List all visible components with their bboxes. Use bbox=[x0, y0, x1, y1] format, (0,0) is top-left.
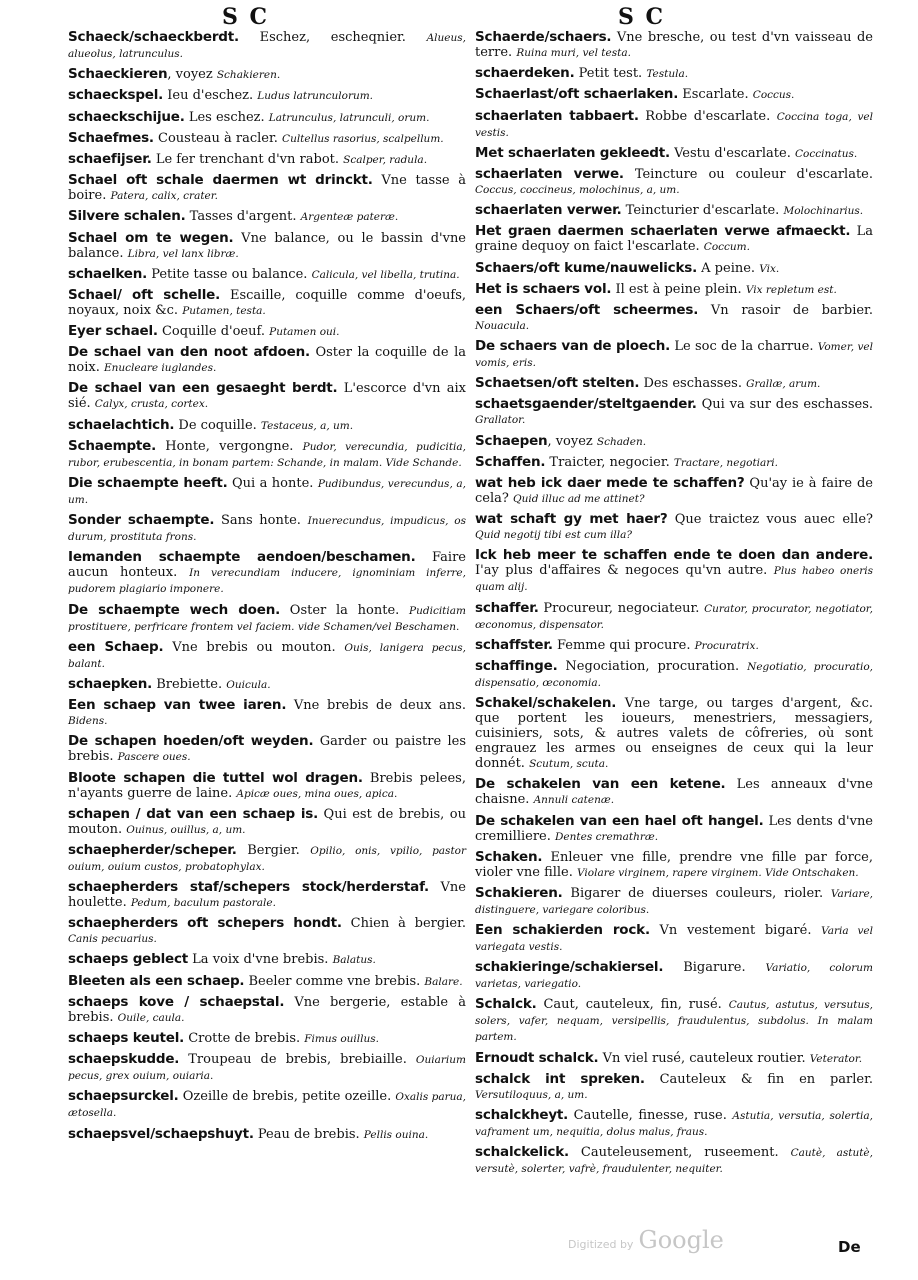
entry-french: Eschez, escheqnier. bbox=[238, 30, 427, 45]
dictionary-entry bbox=[68, 603, 466, 635]
entry-latin: Ouinus, ouillus, a, um. bbox=[126, 823, 246, 836]
dictionary-entry bbox=[475, 434, 873, 450]
entry-latin: Scalper, radula. bbox=[343, 153, 428, 166]
entry-french: Crotte de brebis. bbox=[184, 1031, 305, 1046]
entry-latin: Molochinarius. bbox=[783, 205, 864, 218]
entry-headword: schaepherder/scheper. bbox=[68, 841, 237, 858]
entry-latin: Opilio, onis, vpilio, pastor ouium, ouium custos, probatophylax. bbox=[68, 844, 467, 873]
entry-headword: schaeps geblect bbox=[68, 951, 189, 968]
entry-french: Vne bresche, ou test d'vn vaisseau de terre. bbox=[475, 30, 873, 60]
entry-french: Vne brebis de deux ans. bbox=[286, 698, 466, 714]
dictionary-entry bbox=[475, 512, 873, 543]
entry-latin: Cautè, astutè, versutè, solerter, vafrè, fraudulenter, nequiter. bbox=[475, 1147, 873, 1176]
entry-french: Robbe d'escarlate. bbox=[638, 108, 777, 124]
entry-headword: Schaken. bbox=[475, 848, 543, 865]
dictionary-entry bbox=[68, 734, 466, 765]
entry-french: Chien à bergier. bbox=[341, 916, 466, 932]
entry-latin: Apicæ oues, mina oues, apica. bbox=[236, 787, 398, 800]
dictionary-entry bbox=[68, 30, 466, 62]
dictionary-entry bbox=[68, 345, 466, 376]
entry-headword: schaelken. bbox=[68, 265, 148, 282]
entry-french: Bigarer de diuerses couleurs, rioler. bbox=[562, 885, 831, 901]
entry-latin: Grallator. bbox=[475, 414, 526, 427]
entry-headword: Ick heb meer te schaffen ende te doen dan andere. bbox=[475, 547, 873, 564]
entry-latin: Testaceus, a, um. bbox=[260, 419, 354, 432]
dictionary-entry bbox=[475, 886, 873, 918]
entry-headword: Schael/ oft schelle. bbox=[68, 286, 221, 303]
entry-french: I'ay plus d'affaires & negoces qu'vn autre. bbox=[475, 563, 774, 579]
entry-latin: Cultellus rasorius, scalpellum. bbox=[282, 132, 444, 145]
entry-latin: Fimus ouillus. bbox=[304, 1033, 379, 1045]
entry-french: , voyez bbox=[167, 67, 217, 83]
dictionary-entry bbox=[475, 601, 873, 633]
entry-french: De coquille. bbox=[174, 417, 261, 433]
entry-headword: schalckelick. bbox=[475, 1144, 569, 1161]
entry-french: Bergier. bbox=[236, 842, 311, 858]
entry-latin: Pascere oues. bbox=[117, 751, 191, 764]
entry-french: Le soc de la charrue. bbox=[670, 339, 818, 355]
entry-latin: Latrunculus, latrunculi, orum. bbox=[268, 111, 430, 124]
entry-latin: Putamen, testa. bbox=[182, 304, 266, 317]
entry-headword: De schaempte wech doen. bbox=[68, 601, 281, 618]
entry-french: Faire aucun honteux. bbox=[68, 550, 466, 581]
entry-latin: Ouicula. bbox=[226, 678, 271, 691]
running-header bbox=[0, 4, 918, 30]
digitized-watermark bbox=[568, 1226, 724, 1254]
dictionary-entry bbox=[68, 995, 466, 1026]
entry-latin: Veterator. bbox=[809, 1052, 863, 1065]
dictionary-entry bbox=[68, 152, 466, 168]
entry-latin: Coccina toga, vel vestis. bbox=[475, 110, 873, 139]
entry-headword: Schaepen bbox=[475, 432, 548, 449]
entry-headword: Schaeckieren bbox=[68, 66, 168, 83]
dictionary-entry bbox=[68, 173, 466, 204]
entry-headword: De schakelen van een ketene. bbox=[475, 776, 726, 793]
entry-french: Oster la honte. bbox=[280, 602, 410, 618]
entry-headword: Eyer schael. bbox=[68, 323, 158, 340]
dictionary-entry bbox=[68, 550, 466, 597]
dictionary-entry bbox=[475, 109, 873, 141]
entry-headword: schaepherders oft schepers hondt. bbox=[68, 915, 342, 932]
entry-latin: Cautus, astutus, versutus, solers, vafer, nequam, versipellis, fraudulentus, subdolus. In malam partem. bbox=[475, 999, 874, 1044]
entry-headword: wat schaft gy met haer? bbox=[475, 511, 668, 528]
entry-french: Procureur, negociateur. bbox=[538, 600, 705, 616]
entry-french: Vn viel rusé, cauteleux routier. bbox=[598, 1050, 810, 1066]
dictionary-entry bbox=[475, 1145, 873, 1177]
entry-french: Brebiette. bbox=[152, 676, 227, 692]
dictionary-entry bbox=[68, 1052, 466, 1084]
entry-headword: wat heb ick daer mede te schaffen? bbox=[475, 475, 745, 491]
entry-french: Negociation, procuration. bbox=[557, 658, 748, 674]
entry-headword: De schapen hoeden/oft weyden. bbox=[68, 733, 314, 750]
entry-headword: Schael om te wegen. bbox=[68, 229, 234, 246]
entry-french: Honte, vergongne. bbox=[156, 438, 303, 454]
entry-headword: Schael oft schale daermen wt drinckt. bbox=[68, 172, 373, 189]
left-column bbox=[68, 30, 466, 1148]
entry-latin: Astutia, versutia, solertia, vaframent um, nequitia, dolus malus, fraus. bbox=[475, 1110, 873, 1138]
entry-headword: Schaefmes. bbox=[68, 129, 154, 146]
entry-french: Les anneaux d'vne chaisne. bbox=[475, 777, 873, 808]
dictionary-entry bbox=[68, 476, 466, 508]
entry-latin: Curator, procurator, negotiator, œconomus, dispensator. bbox=[475, 602, 874, 631]
entry-french: Escarlate. bbox=[678, 87, 753, 103]
dictionary-entry bbox=[475, 638, 873, 654]
dictionary-entry bbox=[475, 455, 873, 471]
entry-headword: Schaers/oft kume/nauwelicks. bbox=[475, 259, 698, 276]
entry-headword: Het is schaers vol. bbox=[475, 280, 612, 297]
entry-headword: Schaffen. bbox=[475, 453, 546, 470]
watermark-prefix: Digitized by bbox=[568, 1238, 634, 1251]
entry-latin: Vomer, vel vomis, eris. bbox=[475, 341, 874, 370]
entry-latin: Procuratrix. bbox=[694, 639, 759, 652]
entry-french: Tasses d'argent. bbox=[185, 209, 301, 225]
entry-latin: Variare, distinguere, variegare coloribus. bbox=[475, 887, 873, 916]
entry-latin: Balatus. bbox=[332, 954, 376, 967]
entry-french: A peine. bbox=[697, 260, 760, 276]
entry-french: Cautelle, finesse, ruse. bbox=[568, 1108, 733, 1123]
entry-headword: schalck int spreken. bbox=[475, 1070, 645, 1087]
entry-french: Qu'ay ie à faire de cela? bbox=[475, 476, 873, 506]
dictionary-entry bbox=[68, 807, 466, 838]
entry-latin: Oxalis parua, ætosella. bbox=[68, 1091, 466, 1120]
entry-french: Ieu d'eschez. bbox=[163, 88, 258, 104]
dictionary-entry bbox=[68, 677, 466, 693]
dictionary-entry bbox=[475, 339, 873, 371]
entry-headword: een Schaep. bbox=[68, 638, 164, 655]
dictionary-entry bbox=[68, 1031, 466, 1047]
dictionary-entry bbox=[68, 952, 466, 968]
dictionary-entry bbox=[475, 282, 873, 298]
entry-french: Petite tasse ou balance. bbox=[147, 266, 312, 282]
dictionary-entry bbox=[475, 376, 873, 392]
entry-headword: schaerdeken. bbox=[475, 65, 575, 82]
entry-latin: Ouile, caula. bbox=[117, 1011, 185, 1024]
entry-headword: Een schakierden rock. bbox=[475, 922, 650, 939]
entry-latin: Testula. bbox=[646, 68, 689, 81]
dictionary-entry bbox=[68, 418, 466, 434]
entry-latin: Variatio, colorum varietas, variegatio. bbox=[475, 962, 873, 991]
entry-latin: Quid negotij tibi est cum illa? bbox=[475, 529, 633, 542]
entry-latin: Argenteæ pateræ. bbox=[300, 211, 399, 224]
dictionary-entry bbox=[475, 960, 873, 992]
dictionary-entry bbox=[475, 1108, 873, 1140]
entry-headword: Schaerde/schaers. bbox=[475, 29, 612, 45]
entry-latin: Pedum, baculum pastorale. bbox=[130, 897, 276, 910]
entry-french: Brebis pelees, n'ayants guerre de laine. bbox=[68, 770, 466, 801]
entry-latin: Schakieren. bbox=[216, 69, 281, 82]
entry-headword: schaerlaten tabbaert. bbox=[475, 107, 639, 124]
dictionary-entry bbox=[475, 146, 873, 162]
dictionary-entry bbox=[475, 1072, 873, 1103]
entry-french: , voyez bbox=[547, 433, 597, 449]
entry-headword: schaepsurckel. bbox=[68, 1088, 179, 1105]
dictionary-entry bbox=[475, 659, 873, 691]
entry-headword: schaffinge. bbox=[475, 657, 558, 674]
entry-latin: Canis pecuarius. bbox=[68, 933, 157, 946]
entry-headword: Sonder schaempte. bbox=[68, 512, 215, 529]
entry-headword: een Schaers/oft scheermes. bbox=[475, 301, 699, 318]
entry-french: Sans honte. bbox=[214, 513, 308, 529]
entry-french: Escaille, coquille comme d'oeufs, noyaux, noix &c. bbox=[68, 287, 466, 318]
dictionary-entry bbox=[475, 303, 873, 334]
dictionary-entry bbox=[68, 439, 466, 471]
entry-latin: Ouis, lanigera pecus, balant. bbox=[68, 641, 466, 670]
dictionary-entry bbox=[475, 397, 873, 428]
dictionary-entry bbox=[68, 231, 466, 262]
entry-headword: De schael van den noot afdoen. bbox=[68, 344, 310, 361]
entry-latin: Coccus. bbox=[752, 89, 795, 102]
dictionary-entry bbox=[68, 513, 466, 545]
entry-headword: Die schaempte heeft. bbox=[68, 475, 228, 491]
dictionary-entry bbox=[68, 88, 466, 104]
dictionary-entry bbox=[475, 476, 873, 507]
entry-headword: schakieringe/schakiersel. bbox=[475, 959, 664, 976]
entry-latin: Inuerecundus, impudicus, os durum, prostituta frons. bbox=[68, 515, 466, 544]
entry-french: Vne targe, ou targes d'argent, &c. que portent les ioueurs, menestriers, messagiers, cuisiniers, sots, & autres valets de côfreries, où sont engrauez les armes ou enseignes de ceux qui la leur donnét. bbox=[475, 696, 873, 772]
watermark-brand: Google bbox=[638, 1226, 724, 1254]
entry-headword: Ernoudt schalck. bbox=[475, 1049, 599, 1066]
entry-headword: schaepsvel/schaepshuyt. bbox=[68, 1125, 254, 1142]
entry-french: Cauteleusement, ruseement. bbox=[568, 1145, 791, 1161]
entry-latin: Pellis ouina. bbox=[363, 1128, 429, 1141]
entry-headword: schaeckschijue. bbox=[68, 108, 185, 125]
entry-headword: schaerlaten verwer. bbox=[475, 202, 622, 219]
entry-french: Vn vestement bigaré. bbox=[649, 923, 822, 939]
entry-french: Femme qui procure. bbox=[552, 637, 695, 653]
entry-french: Que traictez vous auec elle? bbox=[667, 512, 873, 528]
entry-latin: Putamen oui. bbox=[269, 326, 340, 339]
entry-french: Vn rasoir de barbier. bbox=[698, 302, 873, 318]
entry-headword: Een schaep van twee iaren. bbox=[68, 697, 287, 714]
entry-headword: Schakieren. bbox=[475, 884, 563, 901]
entry-french: Enleuer vne fille, prendre vne fille par force, violer vne fille. bbox=[475, 849, 873, 880]
entry-french: La voix d'vne brebis. bbox=[188, 952, 333, 968]
catchword: De bbox=[838, 1238, 861, 1256]
dictionary-entry bbox=[475, 261, 873, 277]
entry-headword: schaeckspel. bbox=[68, 87, 164, 104]
entry-headword: schaffster. bbox=[475, 636, 553, 653]
header-right: S C bbox=[618, 4, 666, 30]
dictionary-entry bbox=[68, 916, 466, 947]
entry-headword: Bloote schapen die tuttel wol dragen. bbox=[68, 769, 363, 786]
entry-french: Traicter, negocier. bbox=[545, 454, 674, 470]
dictionary-entry bbox=[68, 843, 466, 875]
entry-headword: Schaempte. bbox=[68, 437, 157, 454]
dictionary-entry bbox=[475, 850, 873, 881]
entry-latin: Plus habeo oneris quam alij. bbox=[475, 565, 874, 594]
entry-french: Cousteau à racler. bbox=[153, 130, 283, 146]
entry-latin: Grallæ, arum. bbox=[746, 378, 821, 391]
entry-french: Bigarure. bbox=[663, 960, 766, 976]
dictionary-entry bbox=[68, 880, 466, 911]
entry-headword: Schakel/schakelen. bbox=[475, 695, 617, 712]
entry-french: Petit test. bbox=[574, 66, 647, 82]
dictionary-entry bbox=[68, 267, 466, 283]
dictionary-entry bbox=[475, 548, 873, 595]
entry-french: Vne balance, ou le bassin d'vne balance. bbox=[68, 230, 467, 261]
entry-french: Vne tasse à boire. bbox=[68, 173, 466, 204]
dictionary-entry bbox=[475, 814, 873, 845]
entry-latin: Ludus latrunculorum. bbox=[257, 90, 374, 103]
dictionary-entry bbox=[475, 1051, 873, 1067]
dictionary-entry bbox=[68, 381, 466, 412]
entry-french: Des eschasses. bbox=[639, 376, 747, 392]
entry-latin: In verecundiam inducere, ignominiam inferre, pudorem plagiario imponere. bbox=[68, 567, 466, 596]
entry-french: Garder ou paistre les brebis. bbox=[68, 734, 466, 765]
entry-french: Peau de brebis. bbox=[253, 1126, 364, 1142]
dictionary-entry bbox=[68, 698, 466, 729]
dictionary-entry bbox=[68, 974, 466, 990]
entry-headword: Schaerlast/oft schaerlaken. bbox=[475, 86, 679, 103]
dictionary-entry bbox=[475, 777, 873, 808]
entry-latin: Schaden. bbox=[596, 435, 647, 448]
entry-latin: Negotiatio, procuratio, dispensatio, œconomia. bbox=[475, 660, 874, 689]
entry-latin: Pudor, verecundia, pudicitia, rubor, erubescentia, in bonam partem: Schande, in malam. Vide Schande. bbox=[68, 440, 466, 469]
dictionary-entry bbox=[475, 203, 873, 219]
entry-headword: schaerlaten verwe. bbox=[475, 165, 624, 182]
entry-headword: Het graen daermen schaerlaten verwe afmaeckt. bbox=[475, 223, 851, 240]
entry-headword: De schaers van de ploech. bbox=[475, 338, 671, 355]
dictionary-entry bbox=[68, 771, 466, 802]
entry-latin: Coccinatus. bbox=[795, 147, 858, 160]
dictionary-entry bbox=[68, 67, 466, 83]
entry-headword: De schael van een gesaeght berdt. bbox=[68, 380, 338, 397]
entry-french: Caut, cauteleux, fin, rusé. bbox=[536, 997, 729, 1013]
entry-french: Qui est de brebis, ou mouton. bbox=[68, 806, 466, 837]
dictionary-entry bbox=[68, 288, 466, 319]
entry-latin: Balare. bbox=[424, 975, 463, 988]
entry-headword: schaepskudde. bbox=[68, 1051, 180, 1068]
entry-headword: schalckheyt. bbox=[475, 1107, 569, 1123]
entry-french: Teincture ou couleur d'escarlate. bbox=[623, 166, 873, 182]
entry-french: Cauteleux & fin en parler. bbox=[644, 1071, 873, 1087]
dictionary-entry bbox=[475, 87, 873, 103]
entry-headword: schapen / dat van een schaep is. bbox=[68, 805, 319, 822]
entry-latin: Pudibundus, verecundus, a, um. bbox=[68, 478, 467, 506]
entry-headword: schaepken. bbox=[68, 675, 153, 692]
entry-latin: Patera, calix, crater. bbox=[110, 190, 218, 203]
entry-latin: Ouiarium pecus, grex ouium, ouiaria. bbox=[68, 1054, 466, 1083]
entry-french: Qui a honte. bbox=[227, 476, 318, 491]
entry-headword: schaelachtich. bbox=[68, 416, 175, 433]
entry-headword: De schakelen van een hael oft hangel. bbox=[475, 812, 764, 829]
entry-french: Vne brebis ou mouton. bbox=[163, 639, 345, 655]
right-column bbox=[475, 30, 873, 1182]
entry-latin: Vix repletum est. bbox=[745, 283, 837, 296]
entry-headword: schaetsgaender/steltgaender. bbox=[475, 396, 697, 413]
entry-headword: Iemanden schaempte aendoen/beschamen. bbox=[68, 549, 416, 566]
entry-french: Oster la coquille de la noix. bbox=[68, 345, 466, 376]
entry-french: Coquille d'oeuf. bbox=[157, 324, 270, 340]
entry-headword: Schaeck/schaeckberdt. bbox=[68, 29, 239, 45]
entry-french: Les dents d'vne cremilliere. bbox=[475, 813, 874, 844]
entry-headword: schaeps keutel. bbox=[68, 1030, 185, 1046]
entry-headword: Silvere schalen. bbox=[68, 208, 186, 225]
entry-latin: Annuli catenæ. bbox=[533, 794, 615, 807]
dictionary-entry bbox=[475, 167, 873, 198]
dictionary-entry bbox=[475, 30, 873, 61]
entry-latin: Nouacula. bbox=[475, 319, 530, 332]
entry-latin: Versutiloquus, a, um. bbox=[475, 1088, 588, 1101]
dictionary-entry bbox=[68, 640, 466, 672]
dictionary-entry bbox=[68, 324, 466, 340]
entry-french: Vne houlette. bbox=[68, 880, 466, 911]
entry-french: L'escorce d'vn aix sié. bbox=[68, 381, 466, 412]
entry-latin: Enucleare iuglandes. bbox=[103, 362, 217, 375]
entry-latin: Coccum. bbox=[703, 241, 750, 254]
header-left: S C bbox=[222, 4, 270, 30]
entry-french: Ozeille de brebis, petite ozeille. bbox=[178, 1089, 396, 1105]
entry-headword: Bleeten als een schaep. bbox=[68, 972, 245, 989]
dictionary-entry bbox=[68, 110, 466, 126]
dictionary-entry bbox=[475, 997, 873, 1045]
dictionary-entry bbox=[475, 696, 873, 772]
entry-latin: Calicula, vel libella, trutina. bbox=[311, 268, 460, 281]
entry-french: La graine dequoy on faict l'escarlate. bbox=[475, 224, 873, 255]
entry-headword: Met schaerlaten gekleedt. bbox=[475, 144, 670, 161]
entry-latin: Libra, vel lanx libræ. bbox=[127, 247, 239, 260]
entry-french: Qui va sur des eschasses. bbox=[696, 397, 873, 413]
dictionary-entry bbox=[475, 224, 873, 255]
entry-latin: Dentes cremathræ. bbox=[555, 830, 659, 843]
entry-french: Le fer trenchant d'vn rabot. bbox=[151, 151, 344, 167]
entry-french: Teincturier d'escarlate. bbox=[621, 203, 784, 219]
dictionary-entry bbox=[68, 1127, 466, 1143]
entry-headword: schaffer. bbox=[475, 599, 539, 616]
entry-latin: Vix. bbox=[759, 262, 780, 275]
entry-headword: Schaetsen/oft stelten. bbox=[475, 375, 640, 392]
entry-french: Vne bergerie, estable à brebis. bbox=[68, 994, 466, 1025]
entry-headword: schaefijser. bbox=[68, 150, 152, 167]
entry-headword: schaepherders staf/schepers stock/herderstaf. bbox=[68, 879, 429, 896]
entry-latin: Quid illuc ad me attinet? bbox=[512, 493, 645, 505]
dictionary-entry bbox=[68, 131, 466, 147]
entry-latin: Calyx, crusta, cortex. bbox=[94, 398, 209, 411]
entry-latin: Tractare, negotiari. bbox=[673, 456, 778, 469]
entry-headword: schaeps kove / schaepstal. bbox=[68, 993, 285, 1010]
entry-latin: Alueus, alueolus, latrunculus. bbox=[68, 32, 466, 60]
entry-french: Les eschez. bbox=[184, 109, 269, 125]
dictionary-entry bbox=[475, 66, 873, 82]
entry-french: Beeler comme vne brebis. bbox=[244, 973, 425, 989]
entry-french: Troupeau de brebis, brebiaille. bbox=[179, 1052, 416, 1068]
entry-latin: Scutum, scuta. bbox=[529, 758, 609, 771]
dictionary-entry bbox=[475, 923, 873, 955]
entry-latin: Coccus, coccineus, molochinus, a, um. bbox=[475, 183, 680, 196]
entry-latin: Bidens. bbox=[68, 715, 108, 728]
dictionary-entry bbox=[68, 209, 466, 225]
entry-latin: Varia vel variegata vestis. bbox=[475, 925, 873, 954]
dictionary-entry bbox=[68, 1089, 466, 1121]
entry-latin: Ruina muri, vel testa. bbox=[516, 47, 631, 59]
entry-latin: Pudicitiam prostituere, perfricare frontem vel faciem. vide Schamen/vel Beschamen. bbox=[68, 604, 466, 633]
entry-french: Il est à peine plein. bbox=[611, 281, 746, 297]
entry-headword: Schalck. bbox=[475, 996, 537, 1013]
entry-latin: Violare virginem, rapere virginem. Vide Ontschaken. bbox=[577, 866, 859, 879]
entry-french: Vestu d'escarlate. bbox=[669, 145, 795, 161]
